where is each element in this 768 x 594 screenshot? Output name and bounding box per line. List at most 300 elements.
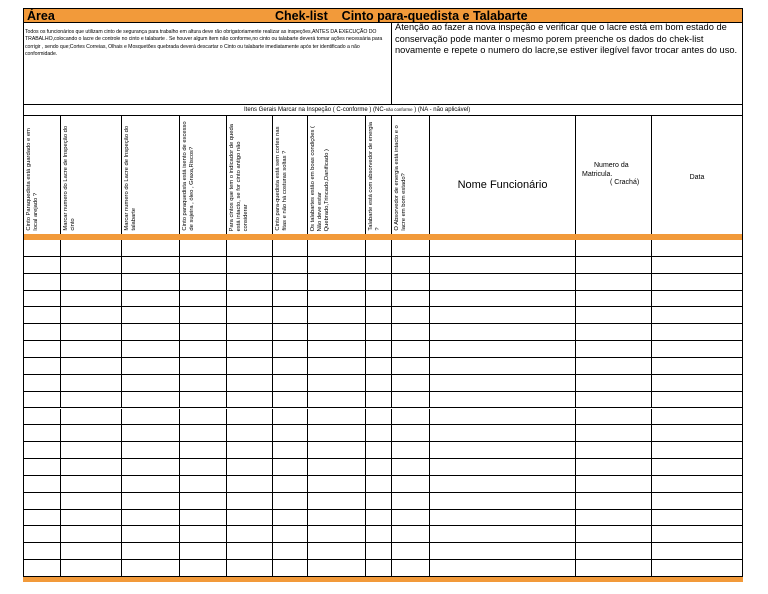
table-cell[interactable]	[122, 240, 180, 256]
table-cell[interactable]	[652, 375, 743, 391]
table-cell[interactable]	[576, 307, 652, 323]
table-cell[interactable]	[430, 341, 576, 357]
table-cell[interactable]	[652, 560, 743, 576]
table-cell[interactable]	[366, 257, 392, 273]
col-data-label: Data	[689, 174, 705, 181]
table-cell[interactable]	[308, 307, 366, 323]
table-cell[interactable]	[366, 307, 392, 323]
table-cell[interactable]	[430, 307, 576, 323]
table-row	[23, 307, 743, 324]
table-row	[23, 510, 743, 527]
table-row	[23, 560, 743, 577]
table-cell[interactable]	[23, 375, 61, 391]
table-cell[interactable]	[366, 291, 392, 307]
table-cell[interactable]	[180, 274, 227, 290]
title-bar	[23, 8, 743, 23]
table-cell[interactable]	[23, 324, 61, 340]
table-cell[interactable]	[61, 274, 122, 290]
table-cell[interactable]	[227, 409, 273, 425]
table-cell[interactable]	[366, 510, 392, 526]
table-cell[interactable]	[430, 257, 576, 273]
table-cell[interactable]	[273, 526, 308, 542]
table-cell[interactable]	[392, 341, 430, 357]
table-cell[interactable]	[273, 442, 308, 458]
table-cell[interactable]	[273, 257, 308, 273]
table-cell[interactable]	[576, 526, 652, 542]
table-cell[interactable]	[366, 240, 392, 256]
table-cell[interactable]	[180, 442, 227, 458]
table-cell[interactable]	[652, 442, 743, 458]
table-cell[interactable]	[273, 392, 308, 408]
table-cell[interactable]	[273, 425, 308, 441]
table-cell[interactable]	[366, 375, 392, 391]
table-cell[interactable]	[273, 493, 308, 509]
table-cell[interactable]	[308, 240, 366, 256]
table-cell[interactable]	[430, 425, 576, 441]
table-cell[interactable]	[61, 392, 122, 408]
table-cell[interactable]	[23, 543, 61, 559]
table-cell[interactable]	[122, 324, 180, 340]
footer-bar	[23, 577, 743, 582]
table-cell[interactable]	[652, 324, 743, 340]
col-header-5	[227, 116, 273, 234]
checklist-title: Chek-list Cinto para-quedista e Talabarte	[275, 9, 528, 23]
attention-text: Atenção ao fazer a nova inspeção e verificar que o lacre está em bom estado de conservação pode manter o mesmo porem preenche os dados do chek-list novamente e repete o numero do lacre,se estiver ilegível favor trocar antes do uso.	[395, 22, 738, 56]
table-cell[interactable]	[430, 476, 576, 492]
col-header-7	[308, 116, 366, 234]
table-cell[interactable]	[308, 392, 366, 408]
table-cell[interactable]	[308, 493, 366, 509]
table-cell[interactable]	[227, 560, 273, 576]
table-cell[interactable]	[430, 510, 576, 526]
table-cell[interactable]	[180, 493, 227, 509]
attention-box	[392, 23, 743, 105]
table-cell[interactable]	[180, 425, 227, 441]
table-cell[interactable]	[366, 526, 392, 542]
table-cell[interactable]	[652, 543, 743, 559]
table-cell[interactable]	[273, 409, 308, 425]
table-cell[interactable]	[308, 291, 366, 307]
table-cell[interactable]	[61, 341, 122, 357]
col-matricula-line2: Matricula.	[582, 170, 613, 178]
table-cell[interactable]	[392, 375, 430, 391]
table-cell[interactable]	[392, 459, 430, 475]
table-cell[interactable]	[273, 324, 308, 340]
table-cell[interactable]	[652, 459, 743, 475]
col-header-8-label: Talabarte está com absorvedor de energia ?	[368, 122, 381, 231]
table-cell[interactable]	[180, 375, 227, 391]
table-cell[interactable]	[576, 375, 652, 391]
items-header-text	[244, 106, 470, 114]
table-cell[interactable]	[61, 459, 122, 475]
table-cell[interactable]	[392, 543, 430, 559]
table-row	[23, 358, 743, 375]
table-cell[interactable]	[273, 560, 308, 576]
table-cell[interactable]	[23, 459, 61, 475]
table-row	[23, 324, 743, 341]
table-cell[interactable]	[23, 358, 61, 374]
table-row	[23, 257, 743, 274]
table-cell[interactable]	[61, 560, 122, 576]
table-cell[interactable]	[61, 257, 122, 273]
table-cell[interactable]	[180, 560, 227, 576]
table-cell[interactable]	[308, 543, 366, 559]
table-cell[interactable]	[430, 358, 576, 374]
table-cell[interactable]	[576, 476, 652, 492]
table-cell[interactable]	[23, 526, 61, 542]
table-cell[interactable]	[576, 291, 652, 307]
table-cell[interactable]	[273, 375, 308, 391]
table-cell[interactable]	[392, 257, 430, 273]
table-cell[interactable]	[430, 526, 576, 542]
col-header-3	[122, 116, 180, 234]
column-header-row	[23, 116, 743, 234]
table-cell[interactable]	[61, 476, 122, 492]
col-matricula-label	[582, 162, 662, 188]
table-cell[interactable]	[273, 274, 308, 290]
table-row	[23, 291, 743, 308]
table-cell[interactable]	[227, 291, 273, 307]
table-cell[interactable]	[308, 409, 366, 425]
table-cell[interactable]	[122, 257, 180, 273]
col-header-6	[273, 116, 308, 234]
table-cell[interactable]	[430, 324, 576, 340]
table-cell[interactable]	[180, 291, 227, 307]
table-cell[interactable]	[430, 442, 576, 458]
table-cell[interactable]	[576, 493, 652, 509]
table-row	[23, 409, 743, 426]
table-row	[23, 459, 743, 476]
table-cell[interactable]	[308, 375, 366, 391]
table-cell[interactable]	[23, 307, 61, 323]
col-header-data	[652, 116, 743, 234]
table-cell[interactable]	[392, 240, 430, 256]
col-nome-label: Nome Funcionário	[457, 179, 548, 191]
table-cell[interactable]	[227, 425, 273, 441]
table-cell[interactable]	[23, 425, 61, 441]
table-cell[interactable]	[180, 476, 227, 492]
table-row	[23, 392, 743, 409]
table-cell[interactable]	[122, 358, 180, 374]
checklist-sheet	[23, 8, 743, 585]
table-cell[interactable]	[308, 442, 366, 458]
table-cell[interactable]	[392, 358, 430, 374]
table-cell[interactable]	[61, 543, 122, 559]
table-cell[interactable]	[180, 409, 227, 425]
table-cell[interactable]	[122, 274, 180, 290]
table-cell[interactable]	[61, 526, 122, 542]
col-header-1	[23, 116, 61, 234]
table-cell[interactable]	[122, 291, 180, 307]
table-cell[interactable]	[122, 442, 180, 458]
table-cell[interactable]	[392, 560, 430, 576]
col-header-9-label: O Absorvedor de energia está intacto e o lacre em bom estado?	[394, 125, 407, 231]
table-cell[interactable]	[273, 307, 308, 323]
table-row	[23, 274, 743, 291]
table-cell[interactable]	[227, 543, 273, 559]
table-cell[interactable]	[392, 526, 430, 542]
table-cell[interactable]	[308, 274, 366, 290]
table-cell[interactable]	[61, 307, 122, 323]
table-cell[interactable]	[180, 307, 227, 323]
table-cell[interactable]	[227, 476, 273, 492]
table-cell[interactable]	[576, 257, 652, 273]
table-cell[interactable]	[227, 240, 273, 256]
items-header-small: não conforme	[385, 107, 413, 112]
table-cell[interactable]	[61, 409, 122, 425]
table-cell[interactable]	[122, 543, 180, 559]
table-row	[23, 240, 743, 257]
table-cell[interactable]	[652, 341, 743, 357]
table-cell[interactable]	[430, 409, 576, 425]
table-cell[interactable]	[652, 291, 743, 307]
table-cell[interactable]	[122, 375, 180, 391]
table-cell[interactable]	[227, 257, 273, 273]
table-cell[interactable]	[392, 442, 430, 458]
col-header-2-label: Marcar numero do Lacre de Inspeção do cinto	[63, 126, 76, 231]
table-cell[interactable]	[227, 274, 273, 290]
table-cell[interactable]	[227, 442, 273, 458]
table-cell[interactable]	[23, 274, 61, 290]
items-header-main: Itens Gerais Marcar na Inspeção ( C-conforme ) (NC-	[244, 107, 386, 113]
table-cell[interactable]	[23, 493, 61, 509]
table-cell[interactable]	[273, 240, 308, 256]
table-cell[interactable]	[652, 425, 743, 441]
table-cell[interactable]	[61, 493, 122, 509]
table-cell[interactable]	[366, 274, 392, 290]
table-cell[interactable]	[227, 392, 273, 408]
table-cell[interactable]	[308, 510, 366, 526]
table-cell[interactable]	[366, 442, 392, 458]
table-cell[interactable]	[122, 510, 180, 526]
table-cell[interactable]	[273, 358, 308, 374]
table-cell[interactable]	[273, 543, 308, 559]
table-cell[interactable]	[392, 392, 430, 408]
table-cell[interactable]	[122, 409, 180, 425]
table-cell[interactable]	[227, 375, 273, 391]
col-header-2	[61, 116, 122, 234]
table-cell[interactable]	[122, 476, 180, 492]
table-cell[interactable]	[652, 274, 743, 290]
table-cell[interactable]	[180, 358, 227, 374]
table-row	[23, 341, 743, 358]
col-matricula-line3: ( Crachá)	[610, 179, 640, 186]
table-cell[interactable]	[61, 375, 122, 391]
table-cell[interactable]	[576, 392, 652, 408]
col-header-5-label: Para cintos que tem o indicador de queda está intacto, se for cinto antigo não considerar	[229, 123, 249, 231]
table-cell[interactable]	[366, 324, 392, 340]
table-cell[interactable]	[430, 392, 576, 408]
table-cell[interactable]	[227, 526, 273, 542]
table-cell[interactable]	[366, 358, 392, 374]
table-cell[interactable]	[23, 341, 61, 357]
items-header-row	[23, 105, 743, 116]
table-row	[23, 526, 743, 543]
table-cell[interactable]	[366, 493, 392, 509]
table-cell[interactable]	[180, 341, 227, 357]
table-cell[interactable]	[308, 341, 366, 357]
table-cell[interactable]	[273, 291, 308, 307]
col-header-6-label: Cinto para-quedista está sem cortes nas fitas e não há costuras soltas ?	[275, 126, 288, 231]
table-cell[interactable]	[308, 476, 366, 492]
table-row	[23, 425, 743, 442]
instructions-text: Todos os funcionários que utilizam cinto de segurança para trabalho em altura deve rão obrigatoriamente realizar as inspeções,ANTES DA EXECUÇÃO DO TRABALHO,colocando o lacre de controle no cinto e talabarte . Se houver algum item não conforme,no cinto ou talabarte deverá tomar ações necessária para corrigir , sendo que;Cortes Correias, Olhais e Mosquetões quebrada deverá descartar o Cinto ou talabarte imediatamente após ter identificado a não conformidade.	[25, 29, 383, 57]
table-cell[interactable]	[652, 476, 743, 492]
col-matricula-line1: Numero da	[594, 162, 629, 169]
col-header-3-label: Marcar numero do Lacre de Inspeção do talabarte	[124, 126, 137, 231]
table-cell[interactable]	[366, 341, 392, 357]
table-cell[interactable]	[227, 493, 273, 509]
table-cell[interactable]	[308, 526, 366, 542]
table-cell[interactable]	[23, 476, 61, 492]
table-cell[interactable]	[392, 493, 430, 509]
table-cell[interactable]	[61, 425, 122, 441]
col-header-matricula	[576, 116, 652, 234]
table-cell[interactable]	[430, 375, 576, 391]
table-cell[interactable]	[366, 409, 392, 425]
table-cell[interactable]	[392, 476, 430, 492]
table-row	[23, 476, 743, 493]
table-cell[interactable]	[308, 560, 366, 576]
table-cell[interactable]	[227, 307, 273, 323]
table-cell[interactable]	[308, 257, 366, 273]
table-cell[interactable]	[23, 240, 61, 256]
table-cell[interactable]	[652, 526, 743, 542]
table-cell[interactable]	[366, 476, 392, 492]
table-cell[interactable]	[227, 324, 273, 340]
table-cell[interactable]	[180, 392, 227, 408]
table-cell[interactable]	[180, 543, 227, 559]
table-cell[interactable]	[23, 560, 61, 576]
table-cell[interactable]	[61, 358, 122, 374]
table-cell[interactable]	[122, 392, 180, 408]
table-cell[interactable]	[122, 459, 180, 475]
table-cell[interactable]	[23, 510, 61, 526]
table-cell[interactable]	[430, 459, 576, 475]
table-cell[interactable]	[652, 257, 743, 273]
table-cell[interactable]	[61, 291, 122, 307]
table-cell[interactable]	[652, 392, 743, 408]
table-cell[interactable]	[652, 493, 743, 509]
table-cell[interactable]	[122, 307, 180, 323]
table-cell[interactable]	[61, 324, 122, 340]
table-cell[interactable]	[61, 442, 122, 458]
col-header-1-label: Cinto Paraquedista está guardado e em local arejado ?	[26, 128, 39, 231]
table-cell[interactable]	[430, 274, 576, 290]
table-cell[interactable]	[430, 493, 576, 509]
table-cell[interactable]	[392, 274, 430, 290]
table-row	[23, 375, 743, 392]
table-cell[interactable]	[273, 459, 308, 475]
table-cell[interactable]	[652, 240, 743, 256]
table-cell[interactable]	[227, 341, 273, 357]
table-cell[interactable]	[180, 257, 227, 273]
table-cell[interactable]	[652, 307, 743, 323]
col-header-7-label: Os talabartes estão em boas condições ( Não deve estar Quebrado,Trincado,Danificado )	[310, 125, 330, 231]
table-cell[interactable]	[392, 307, 430, 323]
area-label: Área	[27, 9, 55, 23]
col-header-4-label: Cinto paraquedista está isento de excesso de sujeira , óleo , Graxa,Riscos?	[182, 121, 195, 231]
table-cell[interactable]	[576, 425, 652, 441]
table-cell[interactable]	[576, 442, 652, 458]
table-cell[interactable]	[366, 543, 392, 559]
table-cell[interactable]	[576, 324, 652, 340]
table-cell[interactable]	[122, 493, 180, 509]
table-cell[interactable]	[122, 560, 180, 576]
table-cell[interactable]	[180, 526, 227, 542]
table-cell[interactable]	[308, 425, 366, 441]
table-cell[interactable]	[180, 510, 227, 526]
table-cell[interactable]	[576, 341, 652, 357]
table-cell[interactable]	[273, 476, 308, 492]
table-cell[interactable]	[392, 291, 430, 307]
table-cell[interactable]	[652, 409, 743, 425]
table-cell[interactable]	[23, 442, 61, 458]
col-header-nome	[430, 116, 576, 234]
table-cell[interactable]	[366, 425, 392, 441]
table-cell[interactable]	[61, 510, 122, 526]
table-cell[interactable]	[23, 409, 61, 425]
table-cell[interactable]	[576, 409, 652, 425]
table-cell[interactable]	[61, 240, 122, 256]
table-row	[23, 543, 743, 560]
table-cell[interactable]	[308, 358, 366, 374]
table-cell[interactable]	[308, 324, 366, 340]
table-cell[interactable]	[180, 324, 227, 340]
items-header-tail: ) (NA - não aplicável)	[412, 107, 471, 113]
table-cell[interactable]	[23, 291, 61, 307]
table-cell[interactable]	[23, 392, 61, 408]
table-cell[interactable]	[122, 341, 180, 357]
col-header-9	[392, 116, 430, 234]
table-cell[interactable]	[227, 459, 273, 475]
table-cell[interactable]	[392, 324, 430, 340]
table-cell[interactable]	[430, 543, 576, 559]
table-cell[interactable]	[180, 240, 227, 256]
table-cell[interactable]	[576, 274, 652, 290]
col-header-4	[180, 116, 227, 234]
table-cell[interactable]	[23, 257, 61, 273]
table-row	[23, 493, 743, 510]
table-cell[interactable]	[308, 459, 366, 475]
table-cell[interactable]	[227, 510, 273, 526]
table-cell[interactable]	[576, 240, 652, 256]
table-cell[interactable]	[366, 459, 392, 475]
table-cell[interactable]	[273, 341, 308, 357]
table-row	[23, 442, 743, 459]
table-cell[interactable]	[392, 510, 430, 526]
table-cell[interactable]	[430, 560, 576, 576]
table-cell[interactable]	[122, 526, 180, 542]
table-cell[interactable]	[122, 425, 180, 441]
table-cell[interactable]	[576, 560, 652, 576]
table-cell[interactable]	[652, 510, 743, 526]
table-cell[interactable]	[430, 240, 576, 256]
table-cell[interactable]	[392, 409, 430, 425]
table-cell[interactable]	[180, 459, 227, 475]
table-cell[interactable]	[576, 459, 652, 475]
table-cell[interactable]	[366, 392, 392, 408]
table-cell[interactable]	[576, 543, 652, 559]
table-cell[interactable]	[227, 358, 273, 374]
table-cell[interactable]	[652, 358, 743, 374]
table-cell[interactable]	[392, 425, 430, 441]
table-cell[interactable]	[273, 510, 308, 526]
table-cell[interactable]	[430, 291, 576, 307]
table-cell[interactable]	[576, 510, 652, 526]
table-cell[interactable]	[366, 560, 392, 576]
table-cell[interactable]	[576, 358, 652, 374]
